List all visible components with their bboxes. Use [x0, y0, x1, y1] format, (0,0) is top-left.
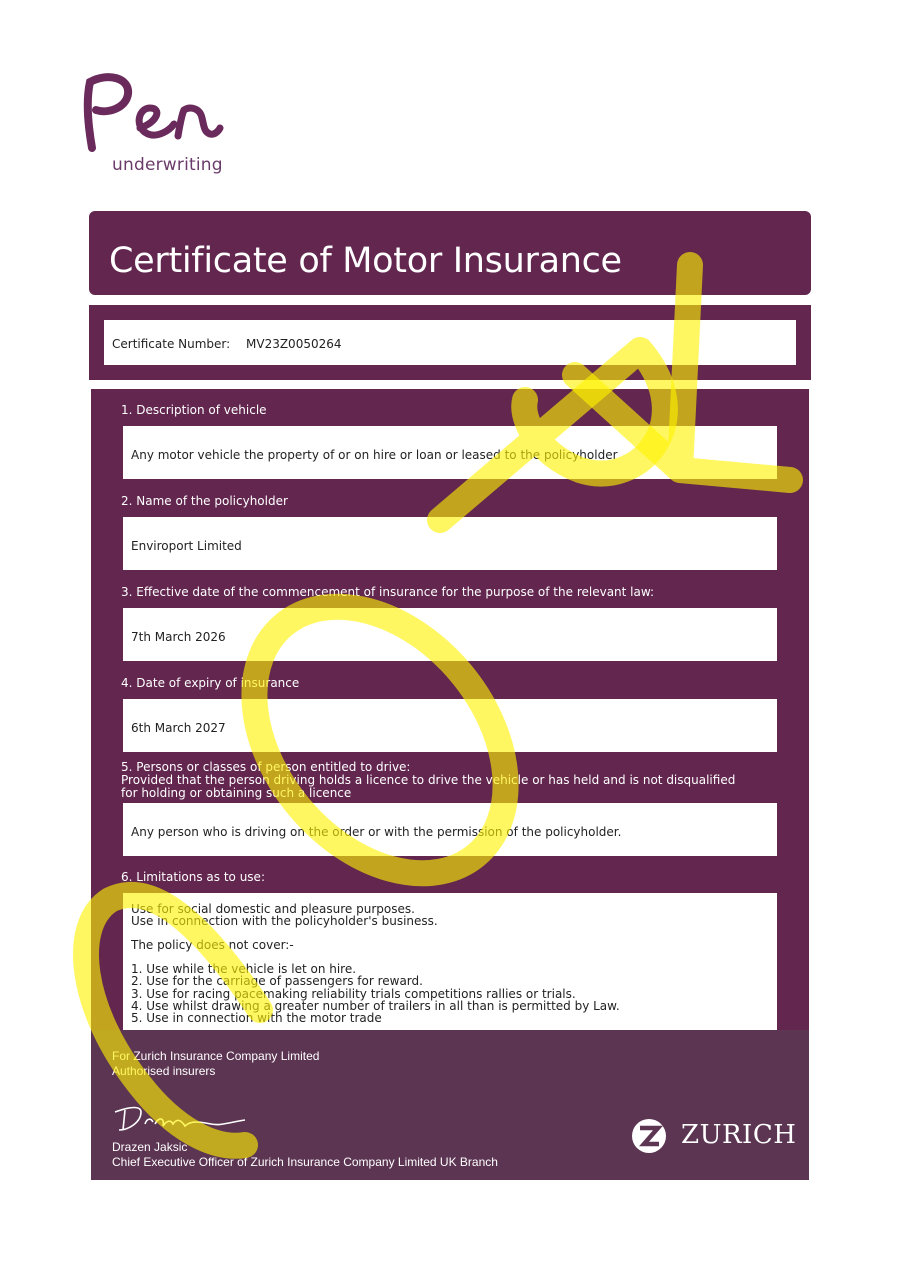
- limitation-line: The policy does not cover:-: [131, 938, 294, 952]
- zurich-z-icon: [631, 1117, 671, 1157]
- certificate-box: [104, 320, 796, 365]
- section-label: 3. Effective date of the commencement of insurance for the purpose of the relevant law:: [121, 585, 655, 599]
- certificate-number-value: MV23Z0050264: [246, 337, 342, 351]
- section-value-box: [123, 699, 777, 752]
- persons-label-line: 5. Persons or classes of person entitled to drive:: [121, 760, 411, 774]
- persons-entitled: Any person who is driving on the order or with the permission of the policyholder.: [131, 825, 622, 839]
- limitation-line: 2. Use for the carriage of passengers for reward.: [131, 974, 423, 988]
- limitation-line: 1. Use while the vehicle is let on hire.: [131, 962, 357, 976]
- page-title: Certificate of Motor Insurance: [109, 241, 622, 281]
- authorised-line: Authorised insurers: [112, 1064, 216, 1078]
- limitation-line: Use for social domestic and pleasure purposes.: [131, 902, 415, 916]
- section-value-box: [123, 517, 777, 570]
- section-label: 4. Date of expiry of insurance: [121, 676, 300, 690]
- limitations-box: [123, 893, 777, 1031]
- section-value-box: [123, 803, 777, 856]
- limitation-line: 4. Use whilst drawing a greater number of trailers in all than is permitted by Law.: [131, 999, 620, 1013]
- section-value-box: [123, 426, 777, 479]
- expiry-date: 6th March 2027: [131, 721, 226, 735]
- limitation-line: 3. Use for racing pacemaking reliability trials competitions rallies or trials.: [131, 987, 576, 1001]
- certificate-details: [91, 389, 809, 1031]
- zurich-logo: [631, 1117, 797, 1157]
- persons-label-line: for holding or obtaining such a licence: [121, 786, 352, 800]
- policyholder-name: Enviroport Limited: [131, 539, 242, 553]
- section-value-box: [123, 608, 777, 661]
- section-label: 2. Name of the policyholder: [121, 494, 288, 508]
- logo-subtitle: underwriting: [112, 155, 223, 175]
- limitations-label: 6. Limitations as to use:: [121, 870, 265, 884]
- signature-icon: [111, 1102, 251, 1138]
- signatory-name: Drazen Jaksic: [112, 1140, 188, 1154]
- zurich-wordmark: ZURICH: [681, 1120, 797, 1150]
- section-label: 1. Description of vehicle: [121, 403, 267, 417]
- persons-label-line: Provided that the person driving holds a licence to drive the vehicle or has held and is not disqualified: [121, 773, 736, 787]
- pen-logo-mark: [78, 70, 228, 160]
- effective-date: 7th March 2026: [131, 630, 226, 644]
- insurer-line: For Zurich Insurance Company Limited: [112, 1049, 320, 1063]
- certificate-number-label: Certificate Number:: [112, 337, 231, 351]
- title-bar: [89, 211, 811, 295]
- limitation-line: 5. Use in connection with the motor trade: [131, 1011, 382, 1025]
- certificate-band: [89, 305, 811, 380]
- pen-underwriting-logo: [78, 70, 228, 180]
- limitation-line: Use in connection with the policyholder's business.: [131, 914, 438, 928]
- vehicle-description: Any motor vehicle the property of or on hire or loan or leased to the policyholder: [131, 448, 618, 462]
- signatory-position: Chief Executive Officer of Zurich Insurance Company Limited UK Branch: [112, 1155, 498, 1169]
- footer: [91, 1030, 809, 1180]
